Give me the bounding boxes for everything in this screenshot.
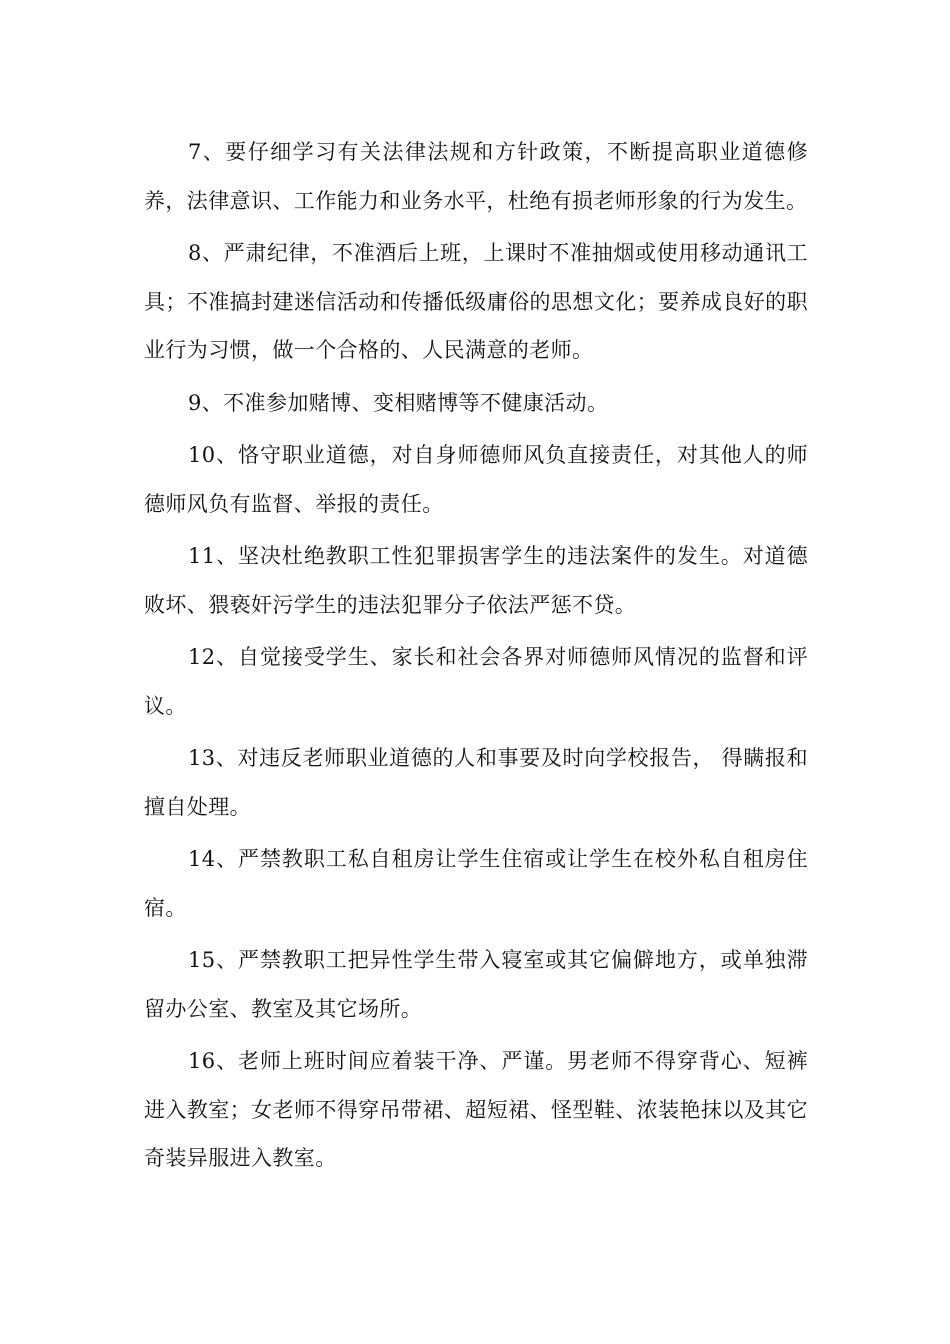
rule-paragraph-15: 15、严禁教职工把异性学生带入寝室或其它偏僻地方，或单独滞留办公室、教室及其它场所。 — [144, 948, 808, 1021]
rule-paragraph-9: 9、不准参加赌博、变相赌博等不健康活动。 — [188, 390, 609, 415]
rule-paragraph-14: 14、严禁教职工私自租房让学生住宿或让学生在校外私自租房住宿。 — [144, 847, 808, 920]
rule-paragraph-7: 7、要仔细学习有关法律法规和方针政策，不断提高职业道德修养，法律意识、工作能力和业务水平，杜绝有损老师形象的行为发生。 — [144, 140, 808, 213]
rule-paragraph-16: 16、老师上班时间应着装干净、严谨。男老师不得穿背心、短裤进入教室；女老师不得穿吊带裙、超短裙、怪型鞋、浓装艳抹以及其它奇装异服进入教室。 — [144, 1049, 808, 1170]
rule-paragraph-13: 13、对违反老师职业道德的人和事要及时向学校报告， 得瞒报和擅自处理。 — [144, 746, 808, 819]
document-body — [144, 128, 808, 1187]
rule-paragraph-8: 8、严肃纪律，不准酒后上班，上课时不准抽烟或使用移动通讯工具；不准搞封建迷信活动和传播低级庸俗的思想文化；要养成良好的职业行为习惯，做一个合格的、人民满意的老师。 — [144, 241, 808, 362]
rule-paragraph-11: 11、坚决杜绝教职工性犯罪损害学生的违法案件的发生。对道德败坏、猥亵奸污学生的违法犯罪分子依法严惩不贷。 — [144, 544, 808, 617]
rule-paragraph-12: 12、自觉接受学生、家长和社会各界对师德师风情况的监督和评议。 — [144, 645, 808, 718]
rule-paragraph-10: 10、恪守职业道德，对自身师德师风负直接责任，对其他人的师德师风负有监督、举报的责任。 — [144, 443, 808, 516]
